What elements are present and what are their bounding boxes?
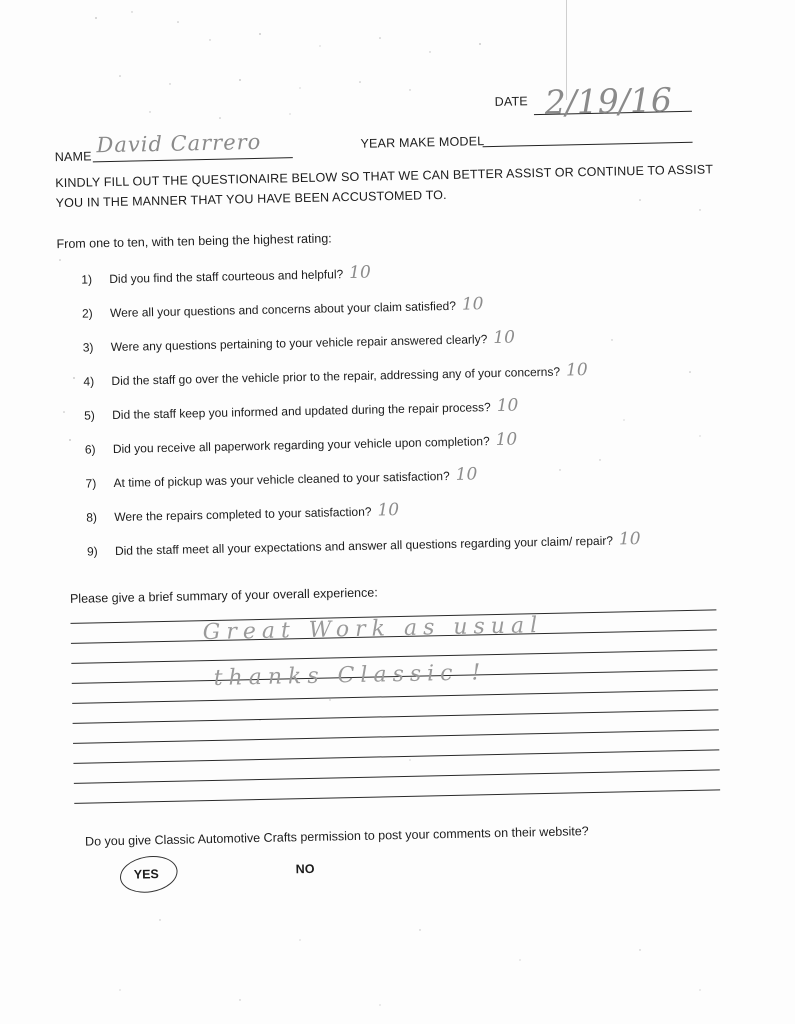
question-text: Were all your questions and concerns about your claim satisfied? xyxy=(109,298,457,321)
permission-no-option: NO xyxy=(295,861,315,877)
question-text: Did you find the staff courteous and helpful? xyxy=(109,267,344,287)
permission-yes-option: YES xyxy=(133,867,159,882)
question-text: Were the repairs completed to your satisfaction? xyxy=(114,504,372,524)
handwritten-rating: 10 xyxy=(455,464,478,485)
question-number: 2) xyxy=(81,306,93,321)
date-handwritten: 2/19/16 xyxy=(544,80,673,122)
handwritten-rating: 10 xyxy=(493,327,516,349)
question-item xyxy=(83,328,516,357)
question-text: Did the staff keep you informed and updated during the repair process? xyxy=(112,400,491,423)
question-number: 9) xyxy=(86,544,98,559)
instruction-text: KINDLY FILL OUT THE QUESTIONAIRE BELOW SO THAT WE CAN BETTER ASSIST OR CONTINUE TO ASSIST YOU IN THE MANNER THAT YOU HAVE BEEN ACCUSTOMED TO. xyxy=(55,162,714,211)
question-number: 4) xyxy=(83,374,95,389)
question-number: 3) xyxy=(82,340,94,355)
question-item xyxy=(81,263,371,289)
question-text: Did the staff go over the vehicle prior to the repair, addressing any of your concerns? xyxy=(111,364,561,389)
question-text: Did you receive all paperwork regarding your vehicle upon completion? xyxy=(112,434,490,457)
rating-scale-note: From one to ten, with ten being the highest rating: xyxy=(56,231,332,252)
handwritten-rating: 10 xyxy=(348,262,372,284)
question-number: 5) xyxy=(84,408,95,423)
handwritten-rating: 10 xyxy=(496,395,519,416)
handwritten-rating: 10 xyxy=(565,360,588,381)
question-text: At time of pickup was your vehicle cleaned to your satisfaction? xyxy=(113,468,450,490)
permission-question: Do you give Classic Automotive Crafts permission to post your comments on their website? xyxy=(84,824,589,849)
name-handwritten: David Carrero xyxy=(96,129,262,158)
date-label: DATE xyxy=(494,94,529,109)
question-text: Were any questions pertaining to your vehicle repair answered clearly? xyxy=(110,332,488,355)
question-number: 7) xyxy=(85,476,97,491)
handwritten-rating: 10 xyxy=(495,429,518,450)
name-underline xyxy=(93,157,293,162)
question-number: 6) xyxy=(84,442,96,457)
summary-line xyxy=(72,689,718,704)
year-make-model-label: YEAR MAKE MODEL xyxy=(360,134,485,151)
summary-handwriting-line2: thanks Classic ! xyxy=(213,660,487,691)
summary-line xyxy=(73,709,719,724)
question-item xyxy=(87,529,641,561)
question-number: 1) xyxy=(81,272,93,287)
question-number: 8) xyxy=(86,510,98,525)
question-item xyxy=(84,396,519,425)
handwritten-rating: 10 xyxy=(618,528,641,550)
question-item xyxy=(83,360,588,391)
summary-line xyxy=(74,789,720,804)
year-make-model-underline xyxy=(483,142,693,148)
summary-label: Please give a brief summary of your overall experience: xyxy=(69,585,378,606)
question-item xyxy=(85,430,518,459)
summary-handwriting-line1: Great Work as usual xyxy=(202,613,544,646)
handwritten-rating: 10 xyxy=(461,294,484,315)
name-label: NAME xyxy=(54,149,92,165)
handwritten-rating: 10 xyxy=(377,500,400,521)
question-item xyxy=(86,500,399,527)
summary-line xyxy=(73,729,719,744)
question-item xyxy=(85,464,477,492)
summary-line xyxy=(73,749,719,764)
summary-line xyxy=(74,769,720,784)
question-text: Did the staff meet all your expectations and answer all questions regarding your claim/ repair? xyxy=(114,533,614,558)
question-item xyxy=(82,294,484,322)
